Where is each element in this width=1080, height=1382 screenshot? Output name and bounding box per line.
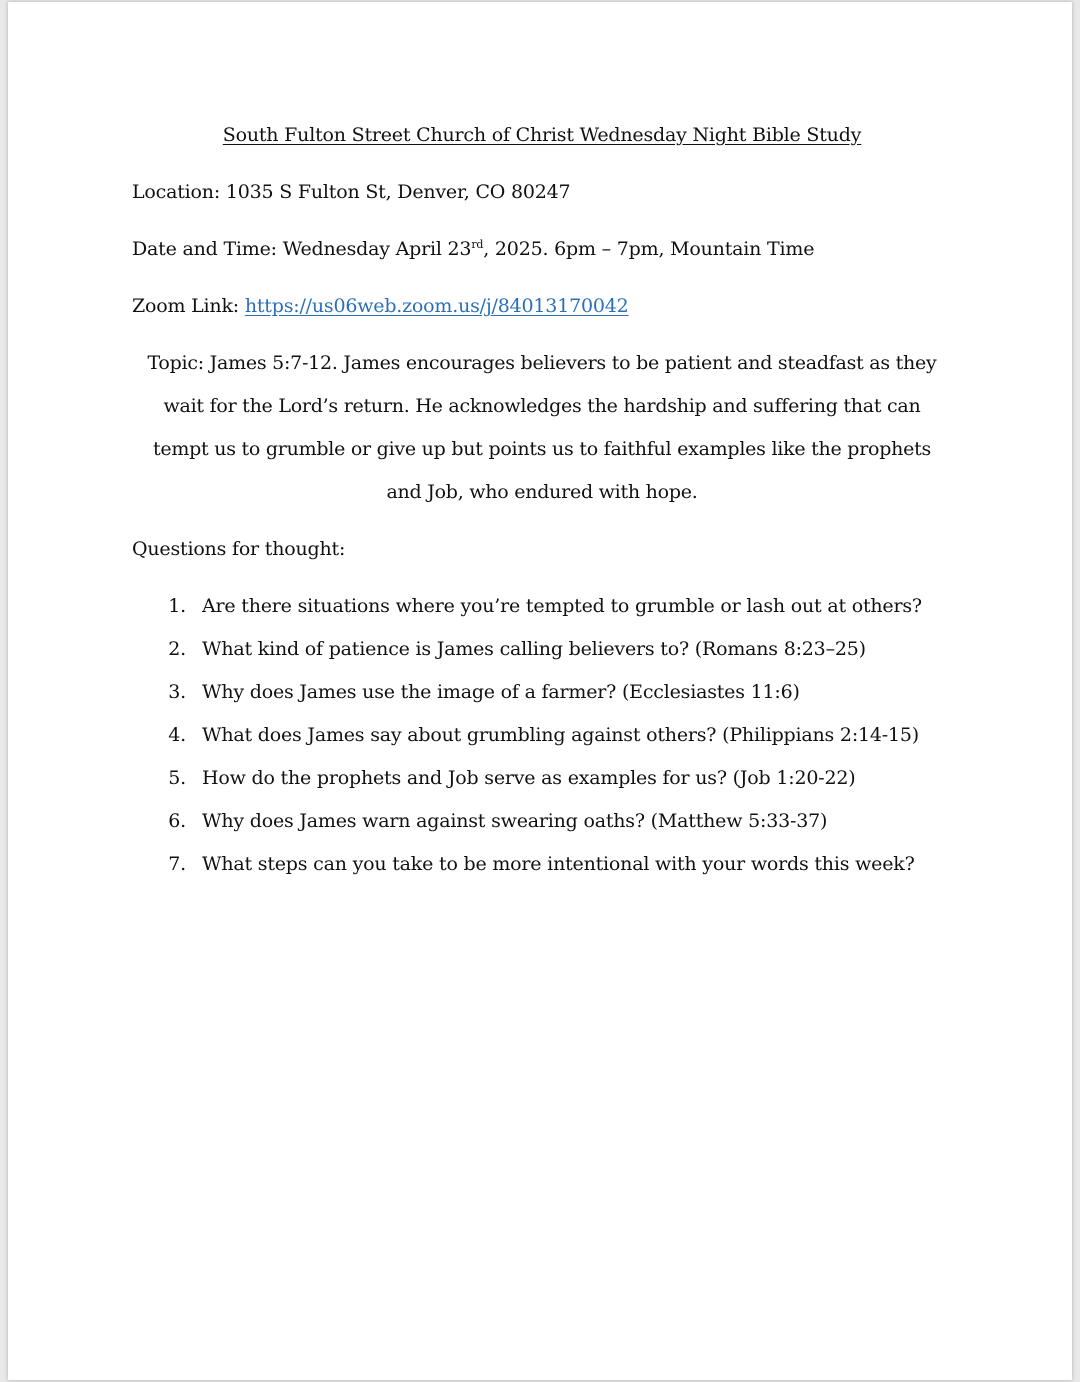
question-number: 6. — [168, 810, 186, 832]
question-number: 3. — [168, 681, 186, 703]
document-page — [8, 2, 1072, 1380]
question-number: 4. — [168, 724, 186, 746]
list-item — [132, 722, 952, 748]
date-time-label: Date and Time: — [132, 238, 277, 260]
questions-heading: Questions for thought: — [132, 538, 346, 560]
question-list — [132, 593, 952, 877]
question-number: 5. — [168, 767, 186, 789]
document-title: South Fulton Street Church of Christ Wednesday Night Bible Study — [222, 124, 862, 146]
question-number: 1. — [168, 595, 186, 617]
question-text: Are there situations where you’re tempted to grumble or lash out at others? — [202, 595, 922, 617]
topic-paragraph: Topic: James 5:7-12. James encourages believers to be patient and steadfast as they wait for the Lord’s return. He acknowledges the hardship and suffering that can tempt us to grumble or give up but points us to faithful examples like the prophets and Job, who endured with hope. — [147, 352, 937, 503]
zoom-line — [132, 293, 952, 319]
question-text: What steps can you take to be more intentional with your words this week? — [202, 853, 915, 875]
question-text: What does James say about grumbling against others? (Philippians 2:14-15) — [202, 724, 920, 746]
date-ordinal-suffix: rd — [471, 238, 484, 251]
zoom-label: Zoom Link: — [132, 295, 239, 317]
list-item — [132, 636, 952, 662]
date-time-line — [132, 236, 952, 262]
date-time-suffix: , 2025. 6pm – 7pm, Mountain Time — [483, 238, 815, 260]
list-item — [132, 765, 952, 791]
question-text: How do the prophets and Job serve as examples for us? (Job 1:20-22) — [202, 767, 856, 789]
question-text: Why does James warn against swearing oaths? (Matthew 5:33-37) — [202, 810, 828, 832]
list-item — [132, 593, 952, 619]
list-item — [132, 808, 952, 834]
question-text: Why does James use the image of a farmer? (Ecclesiastes 11:6) — [202, 681, 800, 703]
location-line — [132, 179, 952, 205]
list-item — [132, 679, 952, 705]
zoom-link[interactable]: https://us06web.zoom.us/j/84013170042 — [244, 295, 629, 317]
location-label: Location: — [132, 181, 221, 203]
date-time-prefix: Wednesday April 23 — [282, 238, 472, 260]
question-number: 7. — [168, 853, 186, 875]
question-text: What kind of patience is James calling believers to? (Romans 8:23–25) — [202, 638, 866, 660]
document-body — [132, 122, 952, 894]
list-item — [132, 851, 952, 877]
location-value: 1035 S Fulton St, Denver, CO 80247 — [225, 181, 571, 203]
question-number: 2. — [168, 638, 186, 660]
